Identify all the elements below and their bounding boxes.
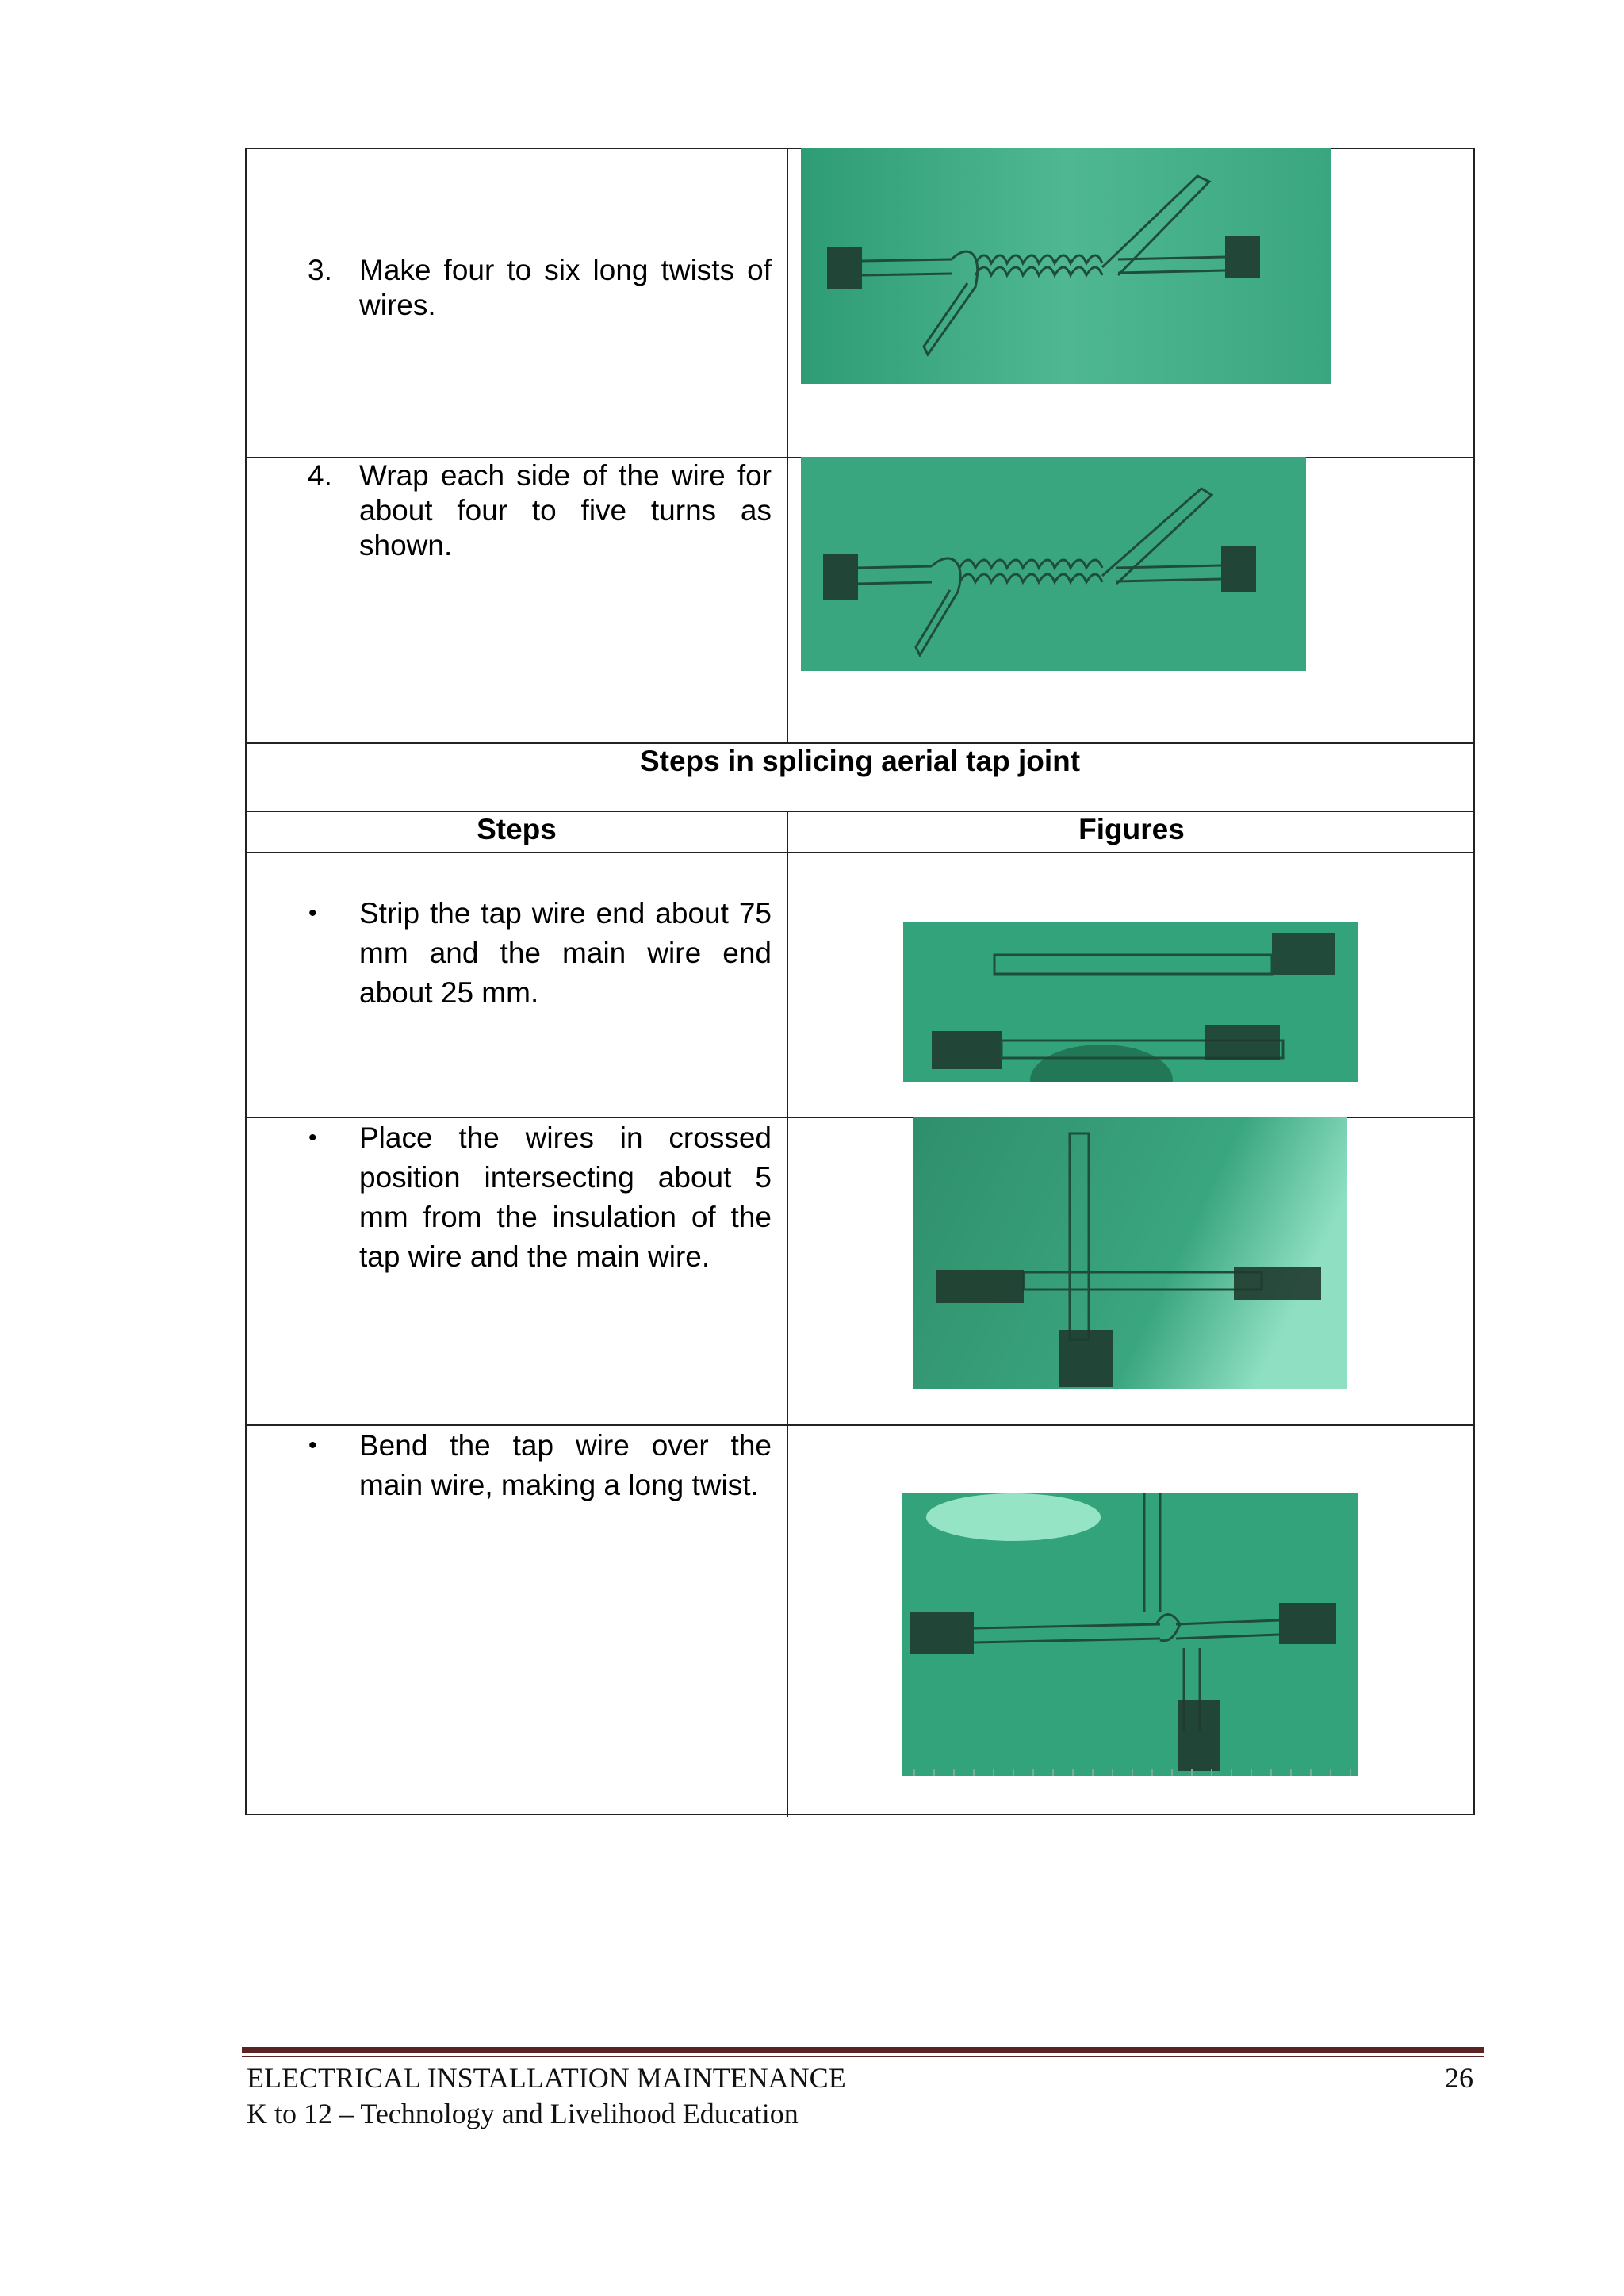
step-text: Strip the tap wire end about 75 mm and the main wire end about 25 mm. <box>359 897 772 1009</box>
bullet: • <box>308 1432 317 1458</box>
column-divider <box>787 811 788 1817</box>
step-text: Make four to six long twists of wires. <box>359 254 772 321</box>
tap-twist-figure <box>902 1493 1358 1776</box>
column-header-figures: Figures <box>1078 813 1185 845</box>
column-divider <box>787 149 788 742</box>
long-twist-figure <box>801 148 1331 384</box>
footer-subtitle: K to 12 – Technology and Livelihood Education <box>247 2098 799 2129</box>
footer-rule <box>242 2047 1484 2053</box>
step-text: Place the wires in crossed position intersecting about 5 mm from the insulation of the tap wire and the main wire. <box>359 1121 772 1273</box>
step-number: 4. <box>308 459 332 492</box>
crossed-wires-figure <box>913 1117 1347 1389</box>
step-number: 3. <box>308 254 332 286</box>
step-text: Wrap each side of the wire for about four to five turns as shown. <box>359 459 772 562</box>
footer-title: ELECTRICAL INSTALLATION MAINTENANCE <box>247 2062 846 2094</box>
column-header-steps: Steps <box>477 813 557 845</box>
footer-rule <box>242 2056 1484 2057</box>
wrapped-turns-figure <box>801 457 1306 671</box>
page-number: 26 <box>1445 2062 1473 2094</box>
step-text: Bend the tap wire over the main wire, making a long twist. <box>359 1429 772 1501</box>
section-title: Steps in splicing aerial tap joint <box>639 745 1081 777</box>
bullet: • <box>308 900 317 926</box>
bullet: • <box>308 1125 317 1151</box>
stripped-wires-figure <box>903 922 1358 1082</box>
row-divider <box>247 852 1473 853</box>
